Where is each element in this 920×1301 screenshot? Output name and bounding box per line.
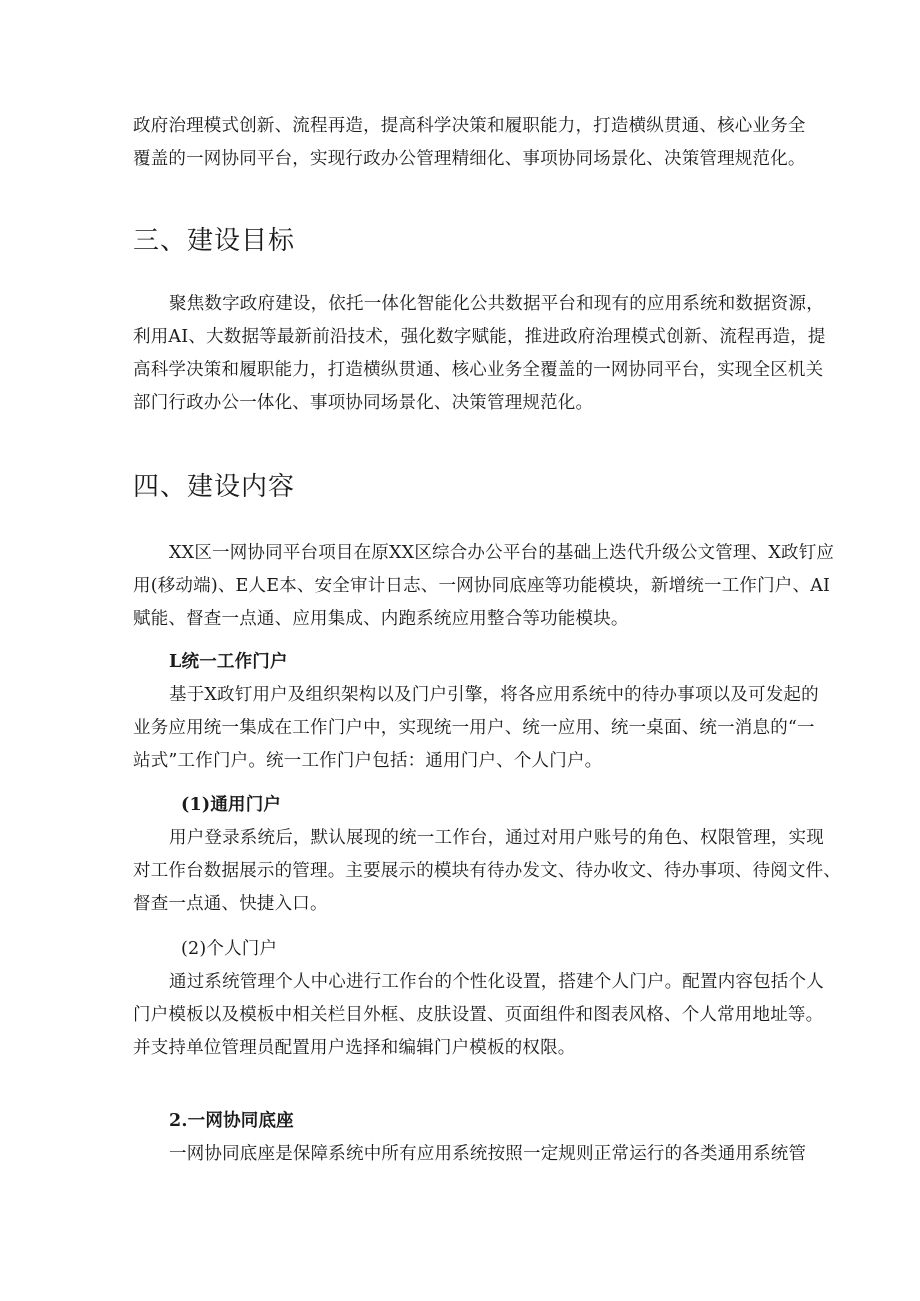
subheading: 2.一网协同底座 xyxy=(169,1111,294,1131)
text-line: 用户登录系统后，默认展现的统一工作台，通过对用户账号的角色、权限管理，实现 xyxy=(169,828,824,848)
subheading: (1)通用门户 xyxy=(181,795,282,815)
text-line: 用(移动端)、E人E本、安全审计日志、一网协同底座等功能模块，新增统一工作门户、AI xyxy=(133,576,831,596)
item-collab-base xyxy=(133,1105,807,1171)
item-portal xyxy=(133,646,819,778)
section-heading-content: 四、建设内容 xyxy=(133,472,296,502)
content-paragraph xyxy=(133,537,835,636)
text-line: 门户模板以及模板中相关栏目外框、皮肤设置、页面组件和图表风格、个人常用地址等。 xyxy=(133,1005,824,1025)
text-line: 部门行政办公一体化、事项协同场景化、决策管理规范化。 xyxy=(133,393,594,413)
text-line: 基于X政钉用户及组织架构以及门户引擎，将各应用系统中的待办事项以及可发起的 xyxy=(169,685,819,705)
text-line: 对工作台数据展示的管理。主要展示的模块有待办发文、待办收文、待办事项、待阅文件、 xyxy=(133,861,841,881)
text-line: 通过系统管理个人中心进行工作台的个性化设置，搭建个人门户。配置内容包括个人 xyxy=(169,972,824,992)
text-line: 政府治理模式创新、流程再造，提高科学决策和履职能力，打造横纵贯通、核心业务全 xyxy=(133,116,806,136)
text-line: 督查一点通、快捷入口。 xyxy=(133,894,328,914)
subheading: (2)个人门户 xyxy=(181,939,278,959)
goals-paragraph xyxy=(133,288,826,420)
text-line: 利用AI、大数据等最新前沿技术，强化数字赋能，推进政府治理模式创新、流程再造，提 xyxy=(133,327,826,347)
item-general-portal xyxy=(133,789,841,921)
text-line: 聚焦数字政府建设，依托一体化智能化公共数据平台和现有的应用系统和数据资源， xyxy=(169,294,824,314)
item-personal-portal xyxy=(133,933,824,1065)
text-line: 并支持单位管理员配置用户选择和编辑门户模板的权限。 xyxy=(133,1038,576,1058)
text-line: 一网协同底座是保障系统中所有应用系统按照一定规则正常运行的各类通用系统管 xyxy=(169,1144,807,1164)
intro-paragraph xyxy=(133,110,806,176)
text-line: 赋能、督查一点通、应用集成、内跑系统应用整合等功能模块。 xyxy=(133,609,629,629)
section-heading-goals: 三、建设目标 xyxy=(133,226,296,256)
text-line: 业务应用统一集成在工作门户中，实现统一用户、统一应用、统一桌面、统一消息的“一 xyxy=(133,718,815,738)
text-line: 高科学决策和履职能力，打造横纵贯通、核心业务全覆盖的一网协同平台，实现全区机关 xyxy=(133,360,824,380)
text-line: XX区一网协同平台项目在原XX区综合办公平台的基础上迭代升级公文管理、X政钉应 xyxy=(169,543,835,563)
text-line: 覆盖的一网协同平台，实现行政办公管理精细化、事项协同场景化、决策管理规范化。 xyxy=(133,149,806,169)
text-line: 站式”工作门户。统一工作门户包括：通用门户、个人门户。 xyxy=(133,751,603,771)
subheading: L统一工作门户 xyxy=(169,652,288,672)
